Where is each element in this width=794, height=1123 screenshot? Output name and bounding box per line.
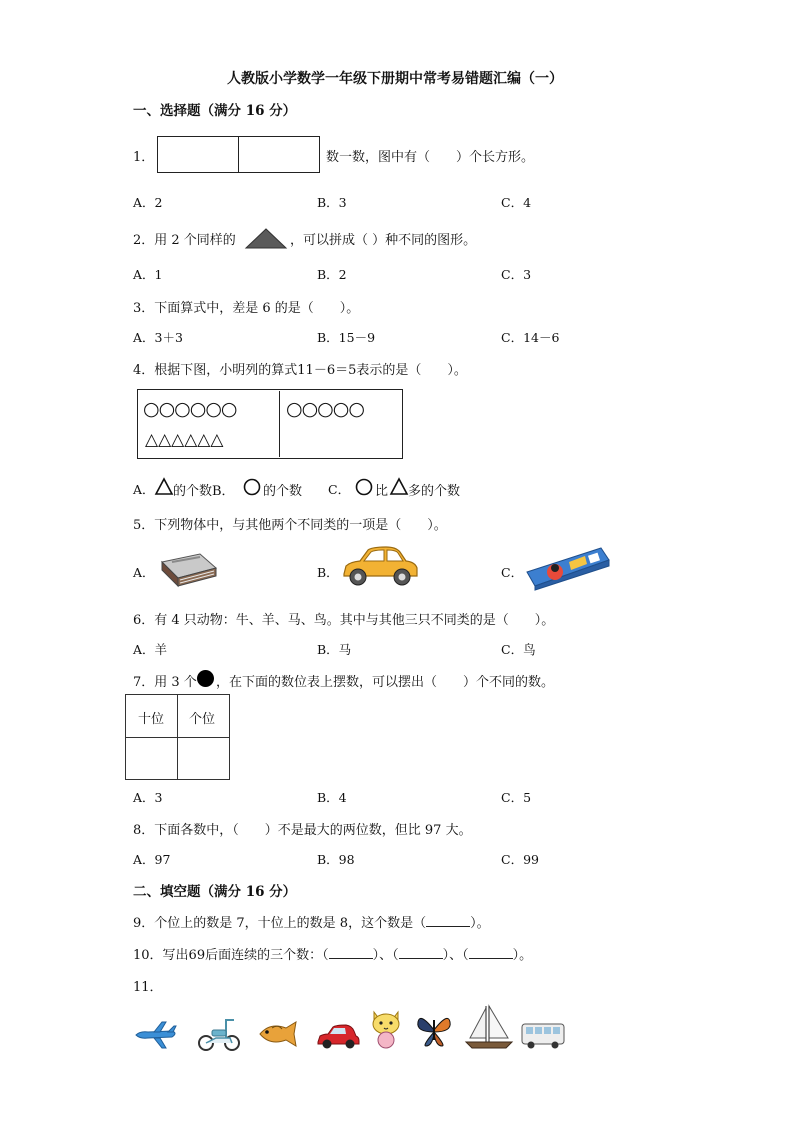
sailboat-icon <box>464 1004 514 1050</box>
fish-icon <box>256 1020 300 1048</box>
q10-answer-blank-3[interactable] <box>469 946 513 959</box>
q3-option-b[interactable]: B．15－9 <box>317 330 376 345</box>
q4-option-c-label[interactable]: C． <box>328 482 351 497</box>
q3-text: 3．下面算式中，差是 6 的是（ ）。 <box>133 301 360 316</box>
q7-text-pre: 7．用 3 个 <box>133 675 197 690</box>
q1-text: 数一数，图中有（ ）个长方形。 <box>326 150 535 165</box>
scooter-icon <box>196 1016 242 1052</box>
red-car-icon <box>316 1022 360 1050</box>
q4-option-c-end[interactable]: 多的个数 <box>408 484 461 499</box>
q10-sep-2: ）、（ <box>442 948 469 963</box>
q8-option-a[interactable]: A．97 <box>133 852 171 867</box>
q5-option-a[interactable]: A． <box>133 565 155 580</box>
q4-figure-divider <box>279 391 280 457</box>
tens-column-header: 十位 <box>138 712 165 727</box>
q5-option-b[interactable]: B． <box>317 565 339 580</box>
cat-icon <box>368 1008 404 1050</box>
q4-triangles: △△△△△△ <box>145 430 224 450</box>
pencil-box-icon <box>525 546 611 590</box>
q9-line <box>133 912 490 931</box>
q10-text-post: ）。 <box>512 948 533 963</box>
q7-option-b[interactable]: B．4 <box>317 790 347 805</box>
q3-option-a[interactable]: A．3＋3 <box>133 330 183 345</box>
q4-left-circles: ○○○○○○ <box>143 398 237 420</box>
q10-answer-blank-2[interactable] <box>399 946 443 959</box>
airplane-icon <box>134 1020 178 1050</box>
triangle-icon <box>155 478 173 495</box>
car-icon <box>340 544 420 590</box>
q4-option-a-text[interactable]: 的个数B． <box>173 484 235 499</box>
bus-icon <box>520 1022 566 1050</box>
q1-divider <box>238 136 239 173</box>
q10-answer-blank-1[interactable] <box>329 946 373 959</box>
q2-text-post: ，可以拼成（ ）种不同的图形。 <box>290 233 477 248</box>
page-title: 人教版小学数学一年级下册期中常考易错题汇编（一） <box>227 71 563 87</box>
q1-option-b[interactable]: B．3 <box>317 195 347 210</box>
q2-option-a[interactable]: A．1 <box>133 267 163 282</box>
q4-text: 4．根据下图，小明列的算式11－6＝5表示的是（ ）。 <box>133 363 467 378</box>
q7-option-a[interactable]: A．3 <box>133 790 163 805</box>
q9-text-post: ）。 <box>470 916 490 931</box>
q10-sep-1: ）、（ <box>372 948 399 963</box>
butterfly-icon <box>414 1010 454 1050</box>
q9-answer-blank[interactable] <box>426 914 470 927</box>
q6-text: 6．有 4 只动物：牛、羊、马、鸟。其中与其他三只不同类的是（ ）。 <box>133 613 555 628</box>
q5-option-c[interactable]: C． <box>501 565 524 580</box>
q7-option-c[interactable]: C．5 <box>501 790 532 805</box>
triangle-icon <box>244 227 288 249</box>
q4-option-a-label[interactable]: A． <box>133 482 155 497</box>
q2-option-b[interactable]: B．2 <box>317 267 347 282</box>
black-dot-icon <box>196 669 215 688</box>
circle-icon <box>355 478 373 496</box>
q6-option-c[interactable]: C．鸟 <box>501 642 536 657</box>
q6-option-a[interactable]: A．羊 <box>133 642 168 657</box>
q1-option-c[interactable]: C．4 <box>501 195 532 210</box>
q10-line <box>133 944 532 963</box>
q2-text-pre: 2．用 2 个同样的 <box>133 233 236 248</box>
q8-text: 8．下面各数中，（ ）不是最大的两位数，但比 97 大。 <box>133 823 472 838</box>
q3-option-c[interactable]: C．14－6 <box>501 330 560 345</box>
q5-text: 5．下列物体中，与其他两个不同类的一项是（ ）。 <box>133 518 447 533</box>
q8-option-b[interactable]: B．98 <box>317 852 355 867</box>
q4-option-c-mid[interactable]: 比 <box>375 484 389 499</box>
q10-text-pre: 10．写出69后面连续的三个数：（ <box>133 948 329 963</box>
q2-option-c[interactable]: C．3 <box>501 267 532 282</box>
q11-number: 11． <box>133 980 163 995</box>
q7-text-post: ，在下面的数位表上摆数，可以摆出（ ）个不同的数。 <box>216 675 555 690</box>
section-heading-choice: 一、选择题（满分 16 分） <box>133 103 297 119</box>
section-heading-fill-in: 二、填空题（满分 16 分） <box>133 884 297 900</box>
q1-option-a[interactable]: A．2 <box>133 195 163 210</box>
circle-icon <box>243 478 261 496</box>
q1-number: 1． <box>133 150 155 165</box>
place-value-row-divider <box>125 737 230 738</box>
q8-option-c[interactable]: C．99 <box>501 852 539 867</box>
q4-right-circles: ○○○○○ <box>286 398 364 420</box>
q6-option-b[interactable]: B．马 <box>317 642 352 657</box>
ones-column-header: 个位 <box>189 712 216 727</box>
q9-text-pre: 9．个位上的数是 7，十位上的数是 8，这个数是（ <box>133 916 427 931</box>
q4-option-b-text[interactable]: 的个数 <box>263 484 303 499</box>
book-icon <box>156 550 218 590</box>
triangle-icon <box>390 478 408 495</box>
